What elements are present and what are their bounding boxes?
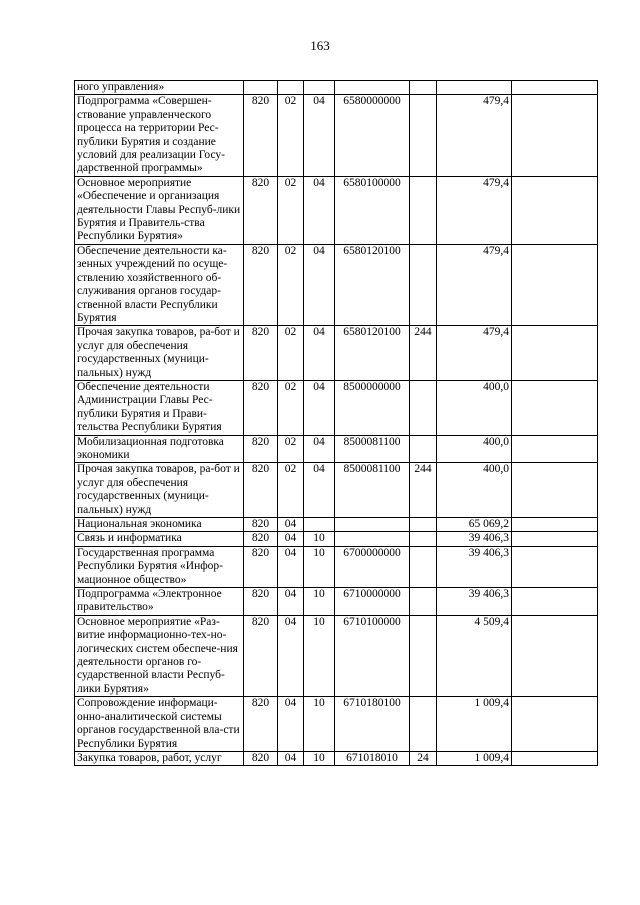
table-row: [75, 95, 598, 176]
cell-csr: 6580000000: [335, 95, 410, 176]
cell-name: Закупка товаров, работ, услуг: [75, 751, 244, 765]
cell-csr: [335, 532, 410, 546]
cell-pr: [304, 518, 335, 532]
cell-ved: 820: [244, 435, 278, 463]
cell-vr: [410, 244, 437, 325]
cell-rz: 02: [278, 463, 304, 518]
cell-extra: [512, 81, 598, 95]
cell-vr: [410, 532, 437, 546]
cell-csr: 6580120100: [335, 326, 410, 381]
table-row: [75, 546, 598, 587]
cell-rz: 04: [278, 546, 304, 587]
table-row: [75, 435, 598, 463]
cell-sum: 400,0: [437, 435, 512, 463]
cell-pr: 04: [304, 176, 335, 244]
table-row: [75, 532, 598, 546]
cell-csr: 671018010: [335, 751, 410, 765]
cell-vr: [410, 81, 437, 95]
cell-rz: 02: [278, 244, 304, 325]
cell-sum: 1 009,4: [437, 751, 512, 765]
cell-rz: 04: [278, 532, 304, 546]
cell-ved: 820: [244, 326, 278, 381]
cell-vr: 244: [410, 463, 437, 518]
cell-rz: 02: [278, 326, 304, 381]
cell-name: Сопровождение информаци-онно-аналитической системы органов государственной вла-сти Республики Бурятия: [75, 697, 244, 752]
cell-ved: 820: [244, 532, 278, 546]
cell-csr: 8500000000: [335, 380, 410, 435]
cell-sum: 400,0: [437, 380, 512, 435]
cell-name: Основное мероприятие «Раз-витие информационно-тех-но-логических систем обеспече-ния деятельности органов го-сударственной власти Респуб-лики Бурятия»: [75, 615, 244, 696]
cell-ved: 820: [244, 546, 278, 587]
cell-csr: 8500081100: [335, 435, 410, 463]
cell-pr: 04: [304, 326, 335, 381]
cell-vr: [410, 518, 437, 532]
cell-rz: 04: [278, 588, 304, 616]
cell-vr: [410, 435, 437, 463]
cell-name: ного управления»: [75, 81, 244, 95]
cell-vr: [410, 95, 437, 176]
cell-name: Государственная программа Республики Бурятия «Инфор-мационное общество»: [75, 546, 244, 587]
cell-sum: 1 009,4: [437, 697, 512, 752]
cell-name: Обеспечение деятельности Администрации Главы Рес-публики Бурятия и Прави-тельства Республики Бурятия: [75, 380, 244, 435]
cell-name: Национальная экономика: [75, 518, 244, 532]
cell-rz: 02: [278, 435, 304, 463]
cell-vr: [410, 697, 437, 752]
cell-ved: 820: [244, 697, 278, 752]
cell-name: Подпрограмма «Совершен-ствование управленческого процесса на территории Рес-публики Бурятия и создание условий для реализации Госу-дарственной программы»: [75, 95, 244, 176]
table-row: [75, 380, 598, 435]
cell-pr: 10: [304, 532, 335, 546]
cell-pr: 10: [304, 697, 335, 752]
table-row: [75, 751, 598, 765]
cell-pr: 04: [304, 463, 335, 518]
cell-ved: 820: [244, 244, 278, 325]
cell-vr: [410, 615, 437, 696]
cell-rz: [278, 81, 304, 95]
table-row: [75, 463, 598, 518]
cell-csr: 6710180100: [335, 697, 410, 752]
cell-pr: 10: [304, 615, 335, 696]
table-row: [75, 176, 598, 244]
cell-ved: [244, 81, 278, 95]
cell-extra: [512, 326, 598, 381]
cell-rz: 02: [278, 380, 304, 435]
cell-vr: [410, 546, 437, 587]
cell-csr: 6710000000: [335, 588, 410, 616]
table-row: [75, 81, 598, 95]
cell-ved: 820: [244, 380, 278, 435]
cell-csr: [335, 518, 410, 532]
cell-extra: [512, 244, 598, 325]
cell-name: Прочая закупка товаров, ра-бот и услуг для обеспечения государственных (муници-пальных) нужд: [75, 463, 244, 518]
cell-csr: 6580120100: [335, 244, 410, 325]
cell-rz: 02: [278, 176, 304, 244]
cell-pr: 04: [304, 244, 335, 325]
cell-sum: 400,0: [437, 463, 512, 518]
cell-extra: [512, 463, 598, 518]
table-row: [75, 518, 598, 532]
table-body: [75, 81, 598, 766]
page-number: 163: [310, 38, 330, 53]
cell-name: Основное мероприятие «Обеспечение и организация деятельности Главы Респуб-лики Бурятия и Правитель-ства Республики Бурятия»: [75, 176, 244, 244]
cell-csr: 8500081100: [335, 463, 410, 518]
cell-ved: 820: [244, 176, 278, 244]
cell-sum: 479,4: [437, 95, 512, 176]
cell-extra: [512, 546, 598, 587]
cell-rz: 04: [278, 518, 304, 532]
cell-extra: [512, 518, 598, 532]
cell-ved: 820: [244, 463, 278, 518]
cell-ved: 820: [244, 615, 278, 696]
cell-ved: 820: [244, 751, 278, 765]
table-row: [75, 326, 598, 381]
cell-name: Прочая закупка товаров, ра-бот и услуг для обеспечения государственных (муници-пальных) нужд: [75, 326, 244, 381]
cell-pr: 04: [304, 435, 335, 463]
cell-rz: 04: [278, 697, 304, 752]
cell-pr: 10: [304, 546, 335, 587]
cell-sum: 479,4: [437, 326, 512, 381]
cell-vr: [410, 176, 437, 244]
cell-sum: 479,4: [437, 244, 512, 325]
cell-extra: [512, 751, 598, 765]
table-row: [75, 244, 598, 325]
budget-table: [74, 80, 598, 766]
cell-ved: 820: [244, 95, 278, 176]
cell-rz: 04: [278, 751, 304, 765]
cell-name: Обеспечение деятельности ка-зенных учреждений по осуще-ствлению хозяйственного об-служивания органов государ-ственной власти Республики Бурятия: [75, 244, 244, 325]
cell-name: Связь и информатика: [75, 532, 244, 546]
cell-sum: 65 069,2: [437, 518, 512, 532]
cell-extra: [512, 176, 598, 244]
cell-vr: 244: [410, 326, 437, 381]
cell-ved: 820: [244, 588, 278, 616]
cell-sum: 39 406,3: [437, 588, 512, 616]
cell-sum: [437, 81, 512, 95]
cell-rz: 04: [278, 615, 304, 696]
table-row: [75, 697, 598, 752]
cell-pr: [304, 81, 335, 95]
cell-sum: 39 406,3: [437, 546, 512, 587]
cell-sum: 4 509,4: [437, 615, 512, 696]
cell-pr: 10: [304, 588, 335, 616]
cell-pr: 04: [304, 380, 335, 435]
cell-name: Подпрограмма «Электронное правительство»: [75, 588, 244, 616]
cell-extra: [512, 435, 598, 463]
cell-extra: [512, 697, 598, 752]
cell-pr: 10: [304, 751, 335, 765]
cell-rz: 02: [278, 95, 304, 176]
cell-extra: [512, 95, 598, 176]
cell-name: Мобилизационная подготовка экономики: [75, 435, 244, 463]
cell-sum: 39 406,3: [437, 532, 512, 546]
cell-ved: 820: [244, 518, 278, 532]
cell-extra: [512, 532, 598, 546]
cell-csr: 6580100000: [335, 176, 410, 244]
cell-vr: 24: [410, 751, 437, 765]
cell-csr: [335, 81, 410, 95]
table-row: [75, 615, 598, 696]
table-row: [75, 588, 598, 616]
cell-pr: 04: [304, 95, 335, 176]
cell-extra: [512, 380, 598, 435]
cell-csr: 6710100000: [335, 615, 410, 696]
cell-sum: 479,4: [437, 176, 512, 244]
cell-vr: [410, 588, 437, 616]
cell-vr: [410, 380, 437, 435]
cell-extra: [512, 588, 598, 616]
cell-extra: [512, 615, 598, 696]
cell-csr: 6700000000: [335, 546, 410, 587]
